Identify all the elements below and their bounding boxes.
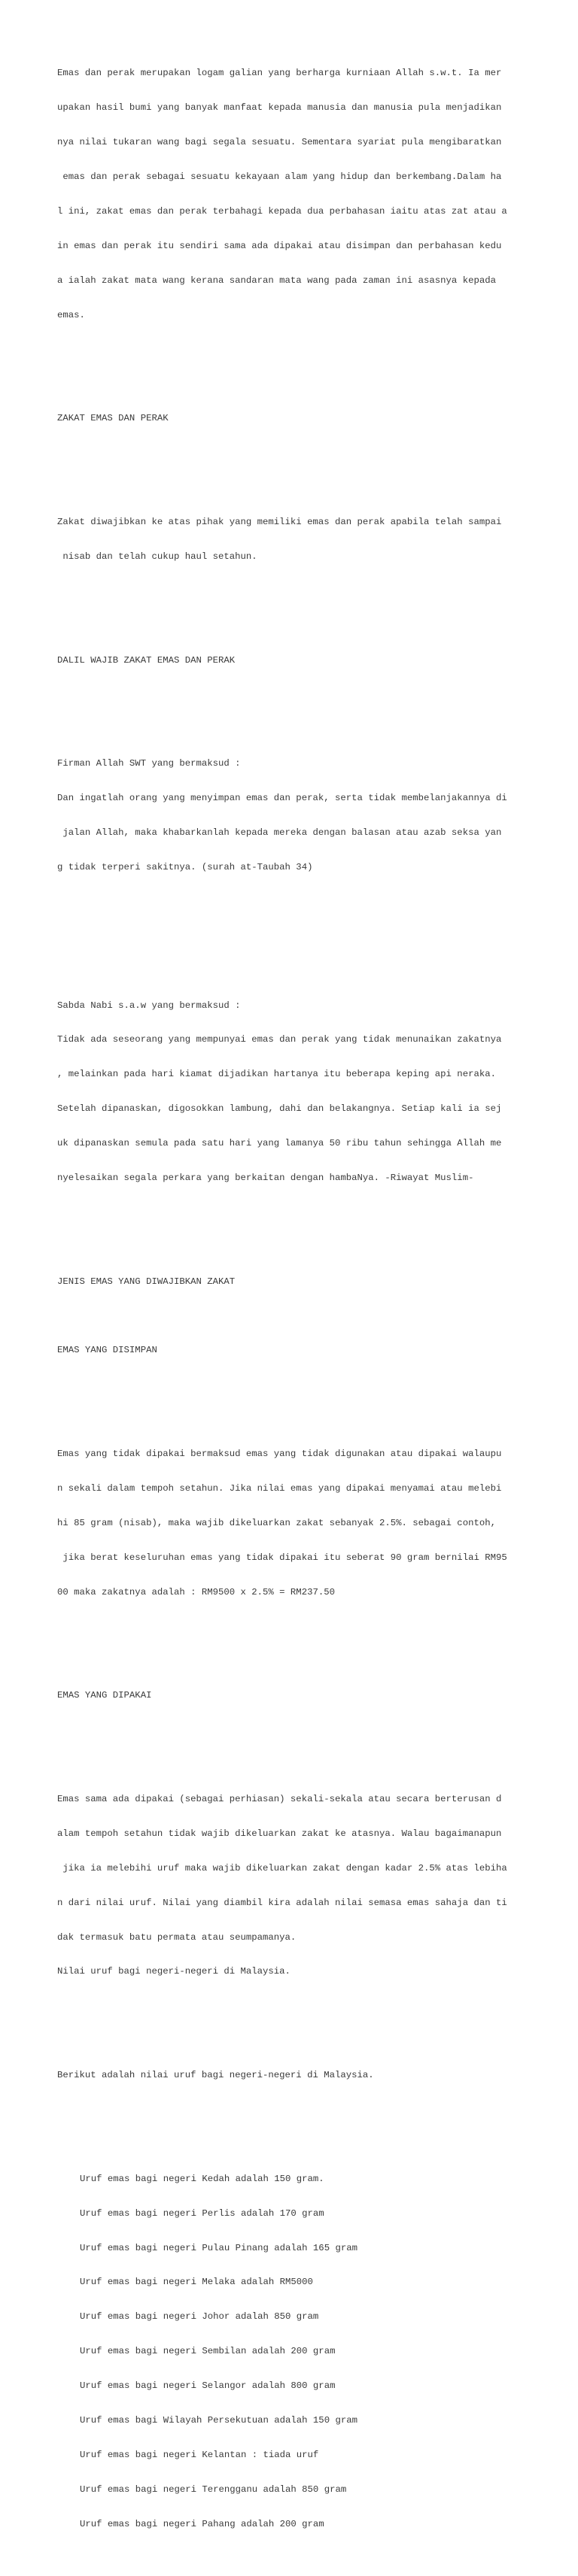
text-line: n sekali dalam tempoh setahun. Jika nilai emas yang dipakai menyamai atau melebi: [57, 1483, 502, 1494]
text-line: g tidak terperi sakitnya. (surah at-Taubah 34): [57, 861, 313, 872]
text-line: Dan ingatlah orang yang menyimpan emas dan perak, serta tidak membelanjakannya di: [57, 793, 507, 804]
text-line: Setelah dipanaskan, digosokkan lambung, dahi dan belakangnya. Setiap kali ia sej: [57, 1103, 502, 1115]
text-line: , melainkan pada hari kiamat dijadikan hartanya itu beberapa keping api neraka.: [57, 1069, 496, 1080]
heading-zakat-emas-perak: ZAKAT EMAS DAN PERAK: [57, 413, 169, 424]
text-line: a ialah zakat mata wang kerana sandaran mata wang pada zaman ini asasnya kepada: [57, 275, 496, 286]
text-line: nya nilai tukaran wang bagi segala sesuatu. Sementara syariat pula mengibaratkan: [57, 137, 502, 148]
text-line: in emas dan perak itu sendiri sama ada dipakai atau disimpan dan perbahasan kedu: [57, 240, 502, 251]
list-item: Uruf emas bagi negeri Johor adalah 850 gram: [80, 2311, 319, 2323]
sabda-paragraph: [57, 977, 524, 1207]
text-line: jika ia melebihi uruf maka wajib dikeluarkan zakat dengan kadar 2.5% atas lebiha: [57, 1862, 507, 1874]
list-item: Uruf emas bagi negeri Kelantan : tiada uruf: [80, 2449, 319, 2460]
text-line: 00 maka zakatnya adalah : RM9500 x 2.5% = RM237.50: [57, 1586, 335, 1597]
heading-jenis-emas: JENIS EMAS YANG DIWAJIBKAN ZAKAT: [57, 1276, 236, 1287]
text-line: n dari nilai uruf. Nilai yang diambil kira adalah nilai semasa emas sahaja dan ti: [57, 1897, 507, 1908]
text-line: emas dan perak sebagai sesuatu kekayaan alam yang hidup dan berkembang.Dalam ha: [57, 171, 502, 183]
text-line: uk dipanaskan semula pada satu hari yang lamanya 50 ribu tahun sehingga Allah me: [57, 1138, 502, 1149]
heading-dalil: DALIL WAJIB ZAKAT EMAS DAN PERAK: [57, 654, 236, 666]
dipakai-paragraph: [57, 1770, 524, 2001]
text-line: Tidak ada seseorang yang mempunyai emas dan perak yang tidak menunaikan zakatnya: [57, 1034, 502, 1045]
text-line: hi 85 gram (nisab), maka wajib dikeluarkan zakat sebanyak 2.5%. sebagai contoh,: [57, 1517, 496, 1528]
list-item: Uruf emas bagi negeri Selangor adalah 800 gram: [80, 2380, 336, 2392]
text-line: Sabda Nabi s.a.w yang bermaksud :: [57, 1000, 241, 1011]
text-line: Emas dan perak merupakan logam galian yang berharga kurniaan Allah s.w.t. Ia mer: [57, 68, 502, 79]
uruf-intro: Berikut adalah nilai uruf bagi negeri-negeri di Malaysia.: [57, 2070, 374, 2081]
document-page: [57, 11, 524, 2576]
text-line: l ini, zakat emas dan perak terbahagi kepada dua perbahasan iaitu atas zat atau a: [57, 206, 507, 217]
list-item: Uruf emas bagi negeri Perlis adalah 170 gram: [80, 2207, 324, 2219]
list-item: Uruf emas bagi negeri Terengganu adalah 850 gram: [80, 2483, 347, 2495]
list-item: Uruf emas bagi negeri Pulau Pinang adalah 165 gram: [80, 2242, 357, 2253]
list-item: Uruf emas bagi negeri Sembilan adalah 200 gram: [80, 2346, 336, 2357]
text-line: Zakat diwajibkan ke atas pihak yang memiliki emas dan perak apabila telah sampai: [57, 517, 502, 528]
text-line: alam tempoh setahun tidak wajib dikeluarkan zakat ke atasnya. Walau bagaimanapun: [57, 1828, 502, 1839]
firman-paragraph: [57, 736, 524, 897]
text-line: dak termasuk batu permata atau seumpamanya.: [57, 1931, 297, 1943]
list-item: Uruf emas bagi Wilayah Persekutuan adalah 150 gram: [80, 2415, 357, 2426]
text-line: Nilai uruf bagi negeri-negeri di Malaysia.: [57, 1966, 291, 1977]
uruf-list: [57, 2150, 524, 2553]
text-line: nyelesaikan segala perkara yang berkaitan dengan hambaNya. -Riwayat Muslim-: [57, 1172, 474, 1183]
intro-paragraph: [57, 45, 524, 344]
heading-emas-dipakai: EMAS YANG DIPAKAI: [57, 1690, 152, 1701]
text-line: Emas sama ada dipakai (sebagai perhiasan) sekali-sekala atau secara berterusan d: [57, 1794, 502, 1805]
text-line: jika berat keseluruhan emas yang tidak dipakai itu seberat 90 gram bernilai RM95: [57, 1552, 507, 1563]
zakat-paragraph: [57, 493, 524, 585]
text-line: Firman Allah SWT yang bermaksud :: [57, 758, 241, 769]
disimpan-paragraph: [57, 1426, 524, 1622]
list-item: Uruf emas bagi negeri Melaka adalah RM5000: [80, 2277, 313, 2288]
text-line: nisab dan telah cukup haul setahun.: [57, 551, 257, 562]
text-line: jalan Allah, maka khabarkanlah kepada mereka dengan balasan atau azab seksa yan: [57, 827, 502, 839]
list-item: Uruf emas bagi negeri Kedah adalah 150 gram.: [80, 2173, 324, 2184]
heading-emas-disimpan: EMAS YANG DISIMPAN: [57, 1345, 157, 1356]
list-item: Uruf emas bagi negeri Pahang adalah 200 gram: [80, 2518, 324, 2529]
text-line: emas.: [57, 309, 85, 320]
text-line: upakan hasil bumi yang banyak manfaat kepada manusia dan manusia pula menjadikan: [57, 102, 502, 114]
text-line: Emas yang tidak dipakai bermaksud emas yang tidak digunakan atau dipakai walaupu: [57, 1449, 502, 1460]
